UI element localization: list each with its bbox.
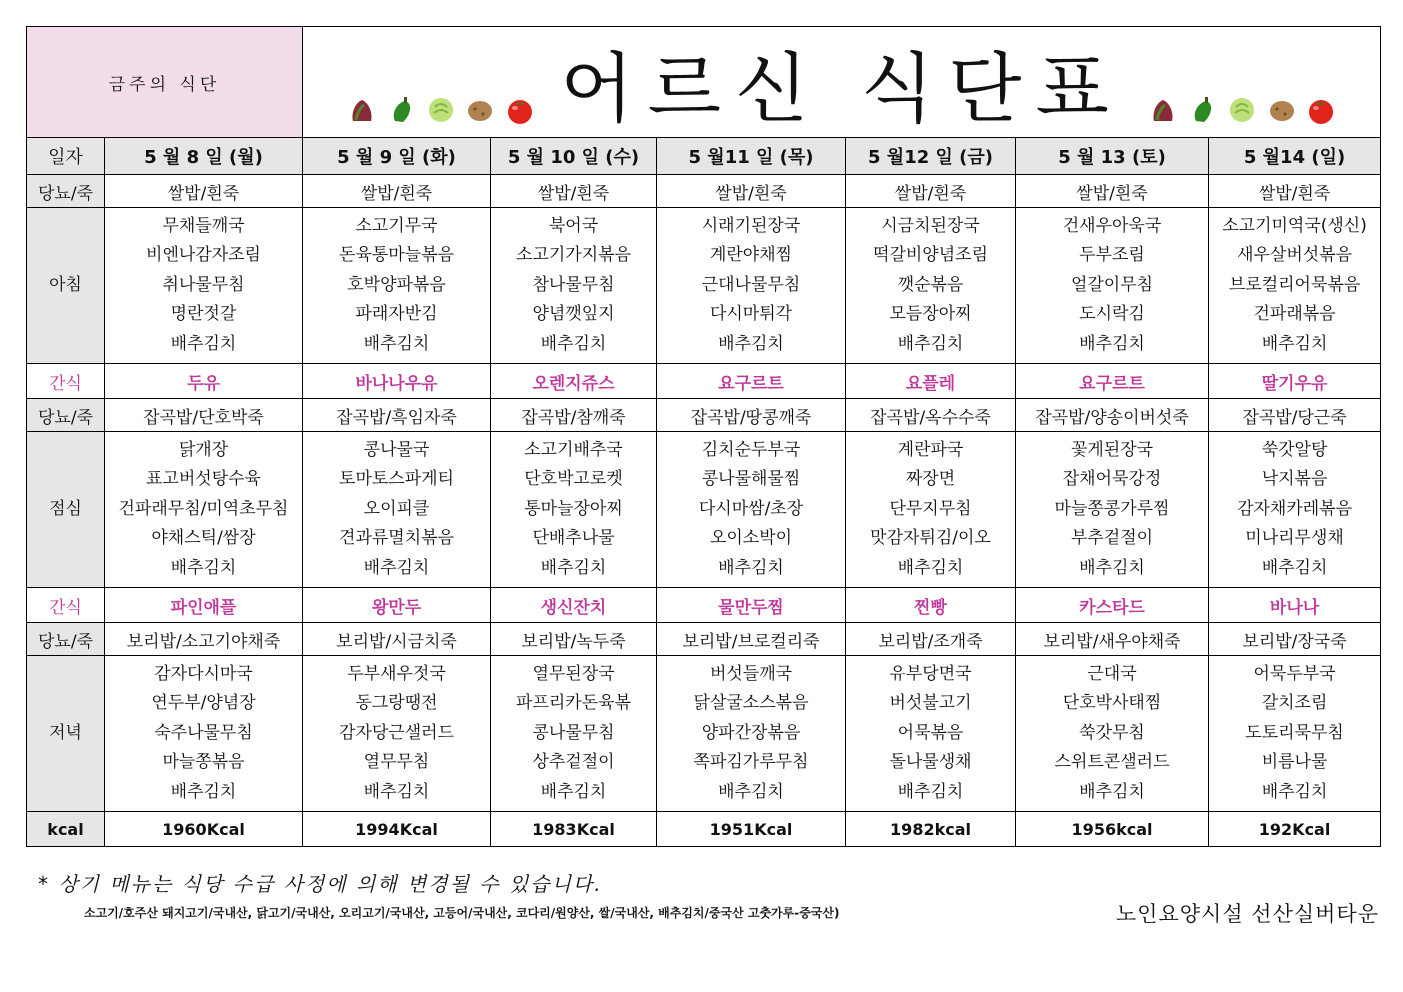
menu-item: 배추김치 xyxy=(718,557,784,578)
menu-item: 배추김치 xyxy=(718,333,784,354)
lunch-cell xyxy=(491,432,657,588)
title-cell xyxy=(303,27,1381,138)
menu-item: 다시마쌈/초장 xyxy=(698,498,804,519)
menu-item: 감자채카레볶음 xyxy=(1237,498,1353,519)
row-label-snack: 간식 xyxy=(27,364,105,399)
afternoon-snack-cell: 찐빵 xyxy=(846,588,1016,623)
menu-item: 계란파국 xyxy=(897,439,964,460)
dinner-cell xyxy=(491,656,657,812)
menu-item: 다시마튀각 xyxy=(709,304,793,325)
page-title: 어르신 식단표 xyxy=(560,43,1123,133)
menu-item: 단배추나물 xyxy=(532,528,615,549)
cabbage-icon xyxy=(1227,95,1257,125)
row-label-snack: 간식 xyxy=(27,588,105,623)
menu-item: 두부새우젓국 xyxy=(347,663,446,684)
menu-item: 배추김치 xyxy=(1079,333,1145,354)
dinner-cell xyxy=(303,656,491,812)
breakfast-cell xyxy=(1209,208,1381,364)
menu-item: 단호박고로켓 xyxy=(524,469,623,490)
menu-item: 모듬장아찌 xyxy=(889,304,972,325)
dinner-cell xyxy=(657,656,846,812)
kcal-cell: 1956kcal xyxy=(1016,812,1209,847)
breakfast-cell xyxy=(1016,208,1209,364)
menu-item: 마늘쫑콩가루찜 xyxy=(1054,498,1170,519)
menu-item: 꽃게된장국 xyxy=(1070,439,1154,460)
menu-item: 감자당근샐러드 xyxy=(339,722,454,743)
lunch-row xyxy=(27,432,1381,588)
menu-item: 김치순두부국 xyxy=(701,439,801,460)
vegetable-icons-right xyxy=(1146,95,1338,125)
menu-item: 오이피클 xyxy=(363,498,430,519)
breakfast-cell xyxy=(491,208,657,364)
menu-item: 단호박사태찜 xyxy=(1062,693,1162,714)
menu-item: 어묵볶음 xyxy=(897,722,964,743)
kcal-cell: 1982kcal xyxy=(846,812,1016,847)
lunch-cell xyxy=(303,432,491,588)
menu-item: 배추김치 xyxy=(1079,557,1145,578)
menu-item: 배추김치 xyxy=(540,333,607,354)
row-label-base: 당뇨/죽 xyxy=(27,175,105,208)
date-row xyxy=(27,138,1381,175)
lunch-cell xyxy=(657,432,846,588)
menu-item: 버섯들깨국 xyxy=(709,663,793,684)
menu-item: 콩나물국 xyxy=(363,439,430,460)
menu-item: 닭살굴소스볶음 xyxy=(693,693,809,714)
breakfast-base-cell: 쌀밥/흰죽 xyxy=(105,175,303,208)
menu-item: 쪽파김가루무침 xyxy=(693,752,809,773)
menu-item: 양념깻잎지 xyxy=(532,304,615,325)
pepper-icon xyxy=(387,95,417,125)
morning-snack-cell: 두유 xyxy=(105,364,303,399)
menu-item: 새우살버섯볶음 xyxy=(1237,245,1353,266)
menu-item: 브로컬리어묵볶음 xyxy=(1228,274,1361,295)
menu-item: 닭개장 xyxy=(178,439,229,460)
lettuce-icon xyxy=(347,95,377,125)
breakfast-base-cell: 쌀밥/흰죽 xyxy=(1016,175,1209,208)
menu-item: 북어국 xyxy=(548,215,599,236)
kcal-cell: 1983Kcal xyxy=(491,812,657,847)
morning-snack-cell: 바나나우유 xyxy=(303,364,491,399)
row-label-base: 당뇨/죽 xyxy=(27,399,105,432)
tomato-icon xyxy=(505,95,535,125)
morning-snack-cell: 요구르트 xyxy=(657,364,846,399)
afternoon-snack-cell: 카스타드 xyxy=(1016,588,1209,623)
dinner-cell xyxy=(1209,656,1381,812)
lunch-base-cell: 잡곡밥/옥수수죽 xyxy=(846,399,1016,432)
menu-item: 배추김치 xyxy=(540,557,607,578)
menu-item: 배추김치 xyxy=(363,557,430,578)
lunch-cell xyxy=(1209,432,1381,588)
date-cell: 5 월 8 일 (월) xyxy=(105,138,303,175)
breakfast-cell xyxy=(303,208,491,364)
menu-item: 토마토스파게티 xyxy=(339,469,454,490)
menu-item: 건새우아욱국 xyxy=(1062,215,1162,236)
menu-item: 돈육통마늘볶음 xyxy=(339,245,454,266)
menu-item: 갈치조림 xyxy=(1261,693,1328,714)
lunch-base-cell: 잡곡밥/흑임자죽 xyxy=(303,399,491,432)
menu-item: 돌나물생채 xyxy=(889,752,972,773)
menu-item: 깻순볶음 xyxy=(897,274,964,295)
menu-item: 배추김치 xyxy=(1261,333,1328,354)
menu-item: 마늘쫑볶음 xyxy=(162,752,245,773)
origin-info: 소고기/호주산 돼지고기/국내산, 닭고기/국내산, 오리고기/국내산, 고등어/국내산, 코다리/원양산, 쌀/국내산, 배추김치/중국산 고춧가루-중국산) xyxy=(84,906,840,920)
menu-item: 근대국 xyxy=(1087,663,1137,684)
menu-item: 상추겉절이 xyxy=(532,752,615,773)
morning-snack-cell: 오렌지쥬스 xyxy=(491,364,657,399)
menu-item: 비엔나감자조림 xyxy=(146,245,261,266)
menu-item: 야채스틱/쌈장 xyxy=(151,528,256,549)
menu-item: 배추김치 xyxy=(170,781,237,802)
menu-item: 배추김치 xyxy=(897,557,964,578)
lunch-base-cell: 잡곡밥/단호박죽 xyxy=(105,399,303,432)
menu-item: 낙지볶음 xyxy=(1261,469,1328,490)
breakfast-cell xyxy=(105,208,303,364)
menu-item: 양파간장볶음 xyxy=(701,722,801,743)
menu-item: 파프리카돈육볶 xyxy=(516,693,631,714)
menu-item: 잡채어묵강정 xyxy=(1062,469,1162,490)
menu-item: 통마늘장아찌 xyxy=(524,498,623,519)
kcal-cell: 192Kcal xyxy=(1209,812,1381,847)
tomato-icon xyxy=(1306,95,1336,125)
menu-item: 동그랑땡전 xyxy=(355,693,438,714)
afternoon-snack-cell: 물만두찜 xyxy=(657,588,846,623)
menu-item: 계란야채찜 xyxy=(709,245,793,266)
menu-item: 도토리묵무침 xyxy=(1245,722,1344,743)
menu-item: 미나리무생채 xyxy=(1245,528,1344,549)
menu-item: 견과류멸치볶음 xyxy=(339,528,454,549)
potato-icon xyxy=(1267,95,1297,125)
menu-item: 건파래볶음 xyxy=(1253,304,1336,325)
menu-item: 버섯불고기 xyxy=(889,693,972,714)
menu-item: 명란젓갈 xyxy=(170,304,237,325)
menu-item: 건파래무침/미역초무침 xyxy=(118,498,289,519)
breakfast-base-cell: 쌀밥/흰죽 xyxy=(1209,175,1381,208)
menu-item: 짜장면 xyxy=(905,469,956,490)
lunch-cell xyxy=(105,432,303,588)
menu-item: 근대나물무침 xyxy=(701,274,801,295)
menu-item: 콩나물무침 xyxy=(532,722,615,743)
facility-name: 노인요양시설 선산실버타운 xyxy=(1115,902,1379,926)
menu-item: 소고기무국 xyxy=(355,215,438,236)
menu-item: 배추김치 xyxy=(897,781,964,802)
menu-item: 쑥갓알탕 xyxy=(1261,439,1328,460)
menu-item: 배추김치 xyxy=(1261,781,1328,802)
vegetable-icons-left xyxy=(345,95,537,125)
dinner-cell xyxy=(1016,656,1209,812)
lunch-cell xyxy=(1016,432,1209,588)
menu-item: 떡갈비양념조림 xyxy=(873,245,988,266)
menu-item: 배추김치 xyxy=(540,781,607,802)
pepper-icon xyxy=(1188,95,1218,125)
menu-item: 숙주나물무침 xyxy=(154,722,253,743)
menu-item: 파래자반김 xyxy=(355,304,438,325)
menu-item: 취나물무침 xyxy=(162,274,245,295)
row-label-dinner: 저녁 xyxy=(27,656,105,812)
kcal-cell: 1960Kcal xyxy=(105,812,303,847)
menu-item: 두부조림 xyxy=(1079,245,1145,266)
row-label-date: 일자 xyxy=(27,138,105,175)
week-label: 금주의 식단 xyxy=(27,27,303,138)
afternoon-snack-cell: 바나나 xyxy=(1209,588,1381,623)
morning-snack-cell: 요플레 xyxy=(846,364,1016,399)
kcal-row xyxy=(27,812,1381,847)
row-label-lunch: 점심 xyxy=(27,432,105,588)
menu-item: 유부당면국 xyxy=(889,663,972,684)
menu-item: 감자다시마국 xyxy=(154,663,253,684)
dinner-cell xyxy=(846,656,1016,812)
breakfast-base-cell: 쌀밥/흰죽 xyxy=(846,175,1016,208)
menu-item: 부추겉절이 xyxy=(1070,528,1154,549)
breakfast-cell xyxy=(657,208,846,364)
lunch-base-cell: 잡곡밥/당근죽 xyxy=(1209,399,1381,432)
change-notice: * 상기 메뉴는 식당 수급 사정에 의해 변경될 수 있습니다. xyxy=(38,872,603,896)
menu-item: 소고기가지볶음 xyxy=(516,245,631,266)
breakfast-base-cell: 쌀밥/흰죽 xyxy=(303,175,491,208)
menu-item: 소고기미역국(생신) xyxy=(1222,215,1367,236)
menu-item: 배추김치 xyxy=(363,781,430,802)
breakfast-cell xyxy=(846,208,1016,364)
dinner-base-cell: 보리밥/조개죽 xyxy=(846,623,1016,656)
menu-item: 호박양파볶음 xyxy=(347,274,446,295)
date-cell: 5 월12 일 (금) xyxy=(846,138,1016,175)
menu-item: 배추김치 xyxy=(363,333,430,354)
breakfast-base-cell: 쌀밥/흰죽 xyxy=(657,175,846,208)
menu-item: 배추김치 xyxy=(718,781,784,802)
date-cell: 5 월 10 일 (수) xyxy=(491,138,657,175)
lettuce-icon xyxy=(1148,95,1178,125)
menu-item: 연두부/양념장 xyxy=(151,693,256,714)
menu-item: 열무무침 xyxy=(363,752,430,773)
menu-item: 맛감자튀김/이오 xyxy=(870,528,991,549)
menu-item: 쑥갓무침 xyxy=(1079,722,1145,743)
breakfast-base-row xyxy=(27,175,1381,208)
row-label-base: 당뇨/죽 xyxy=(27,623,105,656)
dinner-base-row xyxy=(27,623,1381,656)
menu-item: 비름나물 xyxy=(1261,752,1328,773)
morning-snack-cell: 요구르트 xyxy=(1016,364,1209,399)
afternoon-snack-row xyxy=(27,588,1381,623)
afternoon-snack-cell: 파인애플 xyxy=(105,588,303,623)
menu-item: 배추김치 xyxy=(1079,781,1145,802)
menu-item: 도시락김 xyxy=(1079,304,1145,325)
menu-item: 열무된장국 xyxy=(532,663,615,684)
morning-snack-cell: 딸기우유 xyxy=(1209,364,1381,399)
potato-icon xyxy=(465,95,495,125)
menu-item: 배추김치 xyxy=(170,333,237,354)
kcal-cell: 1994Kcal xyxy=(303,812,491,847)
dinner-base-cell: 보리밥/시금치죽 xyxy=(303,623,491,656)
menu-item: 오이소박이 xyxy=(709,528,793,549)
dinner-base-cell: 보리밥/장국죽 xyxy=(1209,623,1381,656)
menu-table xyxy=(26,26,1381,847)
afternoon-snack-cell: 생신잔치 xyxy=(491,588,657,623)
row-label-breakfast: 아침 xyxy=(27,208,105,364)
menu-item: 참나물무침 xyxy=(532,274,615,295)
lunch-base-cell: 잡곡밥/참깨죽 xyxy=(491,399,657,432)
dinner-row xyxy=(27,656,1381,812)
lunch-base-cell: 잡곡밥/땅콩깨죽 xyxy=(657,399,846,432)
afternoon-snack-cell: 왕만두 xyxy=(303,588,491,623)
menu-item: 표고버섯탕수육 xyxy=(146,469,261,490)
lunch-base-row xyxy=(27,399,1381,432)
menu-item: 얼갈이무침 xyxy=(1070,274,1154,295)
menu-item: 단무지무침 xyxy=(889,498,972,519)
menu-item: 배추김치 xyxy=(1261,557,1328,578)
dinner-base-cell: 보리밥/녹두죽 xyxy=(491,623,657,656)
dinner-base-cell: 보리밥/브로컬리죽 xyxy=(657,623,846,656)
menu-item: 콩나물해물찜 xyxy=(701,469,801,490)
breakfast-base-cell: 쌀밥/흰죽 xyxy=(491,175,657,208)
lunch-base-cell: 잡곡밥/양송이버섯죽 xyxy=(1016,399,1209,432)
menu-item: 배추김치 xyxy=(897,333,964,354)
lunch-cell xyxy=(846,432,1016,588)
dinner-base-cell: 보리밥/소고기야채죽 xyxy=(105,623,303,656)
menu-item: 소고기배추국 xyxy=(524,439,623,460)
dinner-cell xyxy=(105,656,303,812)
menu-item: 시래기된장국 xyxy=(701,215,801,236)
row-label-kcal: kcal xyxy=(27,812,105,847)
date-cell: 5 월 9 일 (화) xyxy=(303,138,491,175)
header-row xyxy=(27,27,1381,138)
menu-item: 시금치된장국 xyxy=(881,215,980,236)
morning-snack-row xyxy=(27,364,1381,399)
date-cell: 5 월11 일 (목) xyxy=(657,138,846,175)
date-cell: 5 월14 (일) xyxy=(1209,138,1381,175)
breakfast-row xyxy=(27,208,1381,364)
dinner-base-cell: 보리밥/새우야채죽 xyxy=(1016,623,1209,656)
menu-item: 무채들깨국 xyxy=(162,215,245,236)
date-cell: 5 월 13 (토) xyxy=(1016,138,1209,175)
menu-item: 배추김치 xyxy=(170,557,237,578)
menu-item: 어묵두부국 xyxy=(1253,663,1336,684)
cabbage-icon xyxy=(426,95,456,125)
kcal-cell: 1951Kcal xyxy=(657,812,846,847)
menu-item: 스위트콘샐러드 xyxy=(1054,752,1170,773)
